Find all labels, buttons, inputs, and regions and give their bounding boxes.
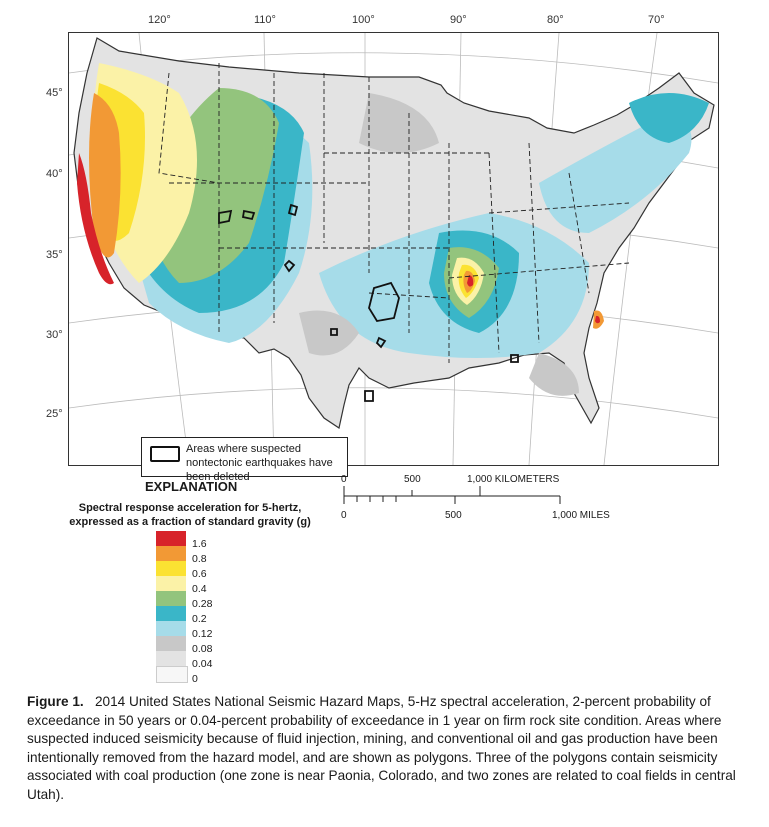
colorbar-label-8: 0.04 (192, 658, 213, 670)
mi-tick-0: 0 (341, 510, 347, 521)
polygon-legend-box (141, 437, 348, 483)
figure-label: Figure 1. (27, 694, 84, 709)
lon-label-110: 110° (254, 14, 276, 26)
km-tick-0: 0 (341, 474, 347, 485)
colorbar-label-6: 0.12 (192, 628, 213, 640)
colorbar-swatch-1 (156, 546, 186, 561)
lon-label-70: 70° (648, 14, 665, 26)
colorbar-label-7: 0.08 (192, 643, 213, 655)
colorbar-swatch-4 (156, 591, 186, 606)
lon-label-90: 90° (450, 14, 467, 26)
polygon-legend-text: Areas where suspected nontectonic earthquakes have been deleted (186, 443, 333, 483)
km-label: 1,000 KILOMETERS (467, 474, 560, 485)
colorbar-swatch-9 (156, 666, 188, 683)
colorbar-swatch-6 (156, 621, 186, 636)
explanation-title: EXPLANATION (145, 479, 238, 494)
colorbar-label-0: 1.6 (192, 538, 207, 550)
polygon-7 (365, 391, 373, 401)
caption-text: 2014 United States National Seismic Hazard Maps, 5-Hz spectral acceleration, 2-percent probability of exceedance in 50 years or 0.04-percent probability of exceedance in 1 year on firm rock site condition. Areas where suspected induced seismicity because of fluid injection, mining, and conventional oil and gas production have been intentionally removed from the hazard model, and are shown as polygons. Three of the polygons contain seismicity associated with coal production (one zone is near Paonia, Colorado, and two zones are related to coal fields in central Utah). (27, 694, 736, 802)
mi-label: 1,000 MILES (552, 510, 610, 521)
lat-label-35: 35° (46, 249, 63, 261)
lon-label-100: 100° (352, 14, 375, 26)
lon-label-80: 80° (547, 14, 564, 26)
colorbar-label-2: 0.6 (192, 568, 207, 580)
lat-label-25: 25° (46, 408, 63, 420)
lat-label-30: 30° (46, 329, 63, 341)
km-tick-500: 500 (404, 474, 421, 485)
lon-label-120: 120° (148, 14, 171, 26)
explanation-subtitle: Spectral response acceleration for 5-hertz, expressed as a fraction of standard gravity (g) (69, 502, 311, 528)
colorbar-swatch-2 (156, 561, 186, 576)
lat-label-45: 45° (46, 87, 63, 99)
colorbar-swatch-3 (156, 576, 186, 591)
colorbar-swatch-5 (156, 606, 186, 621)
colorbar-swatch-0 (156, 531, 186, 546)
lat-label-40: 40° (46, 168, 63, 180)
colorbar-label-5: 0.2 (192, 613, 207, 625)
hazard-map-svg (69, 33, 718, 465)
colorbar-swatch-8 (156, 651, 186, 666)
colorbar-label-4: 0.28 (192, 598, 213, 610)
scale-bar (320, 474, 640, 526)
colorbar-label-9: 0 (192, 673, 198, 685)
colorbar-swatch-7 (156, 636, 186, 651)
polygon-legend-swatch (150, 446, 180, 462)
colorbar-label-3: 0.4 (192, 583, 207, 595)
colorbar-label-1: 0.8 (192, 553, 207, 565)
colorbar (156, 531, 186, 683)
mi-tick-500: 500 (445, 510, 462, 521)
figure-caption (27, 693, 747, 804)
